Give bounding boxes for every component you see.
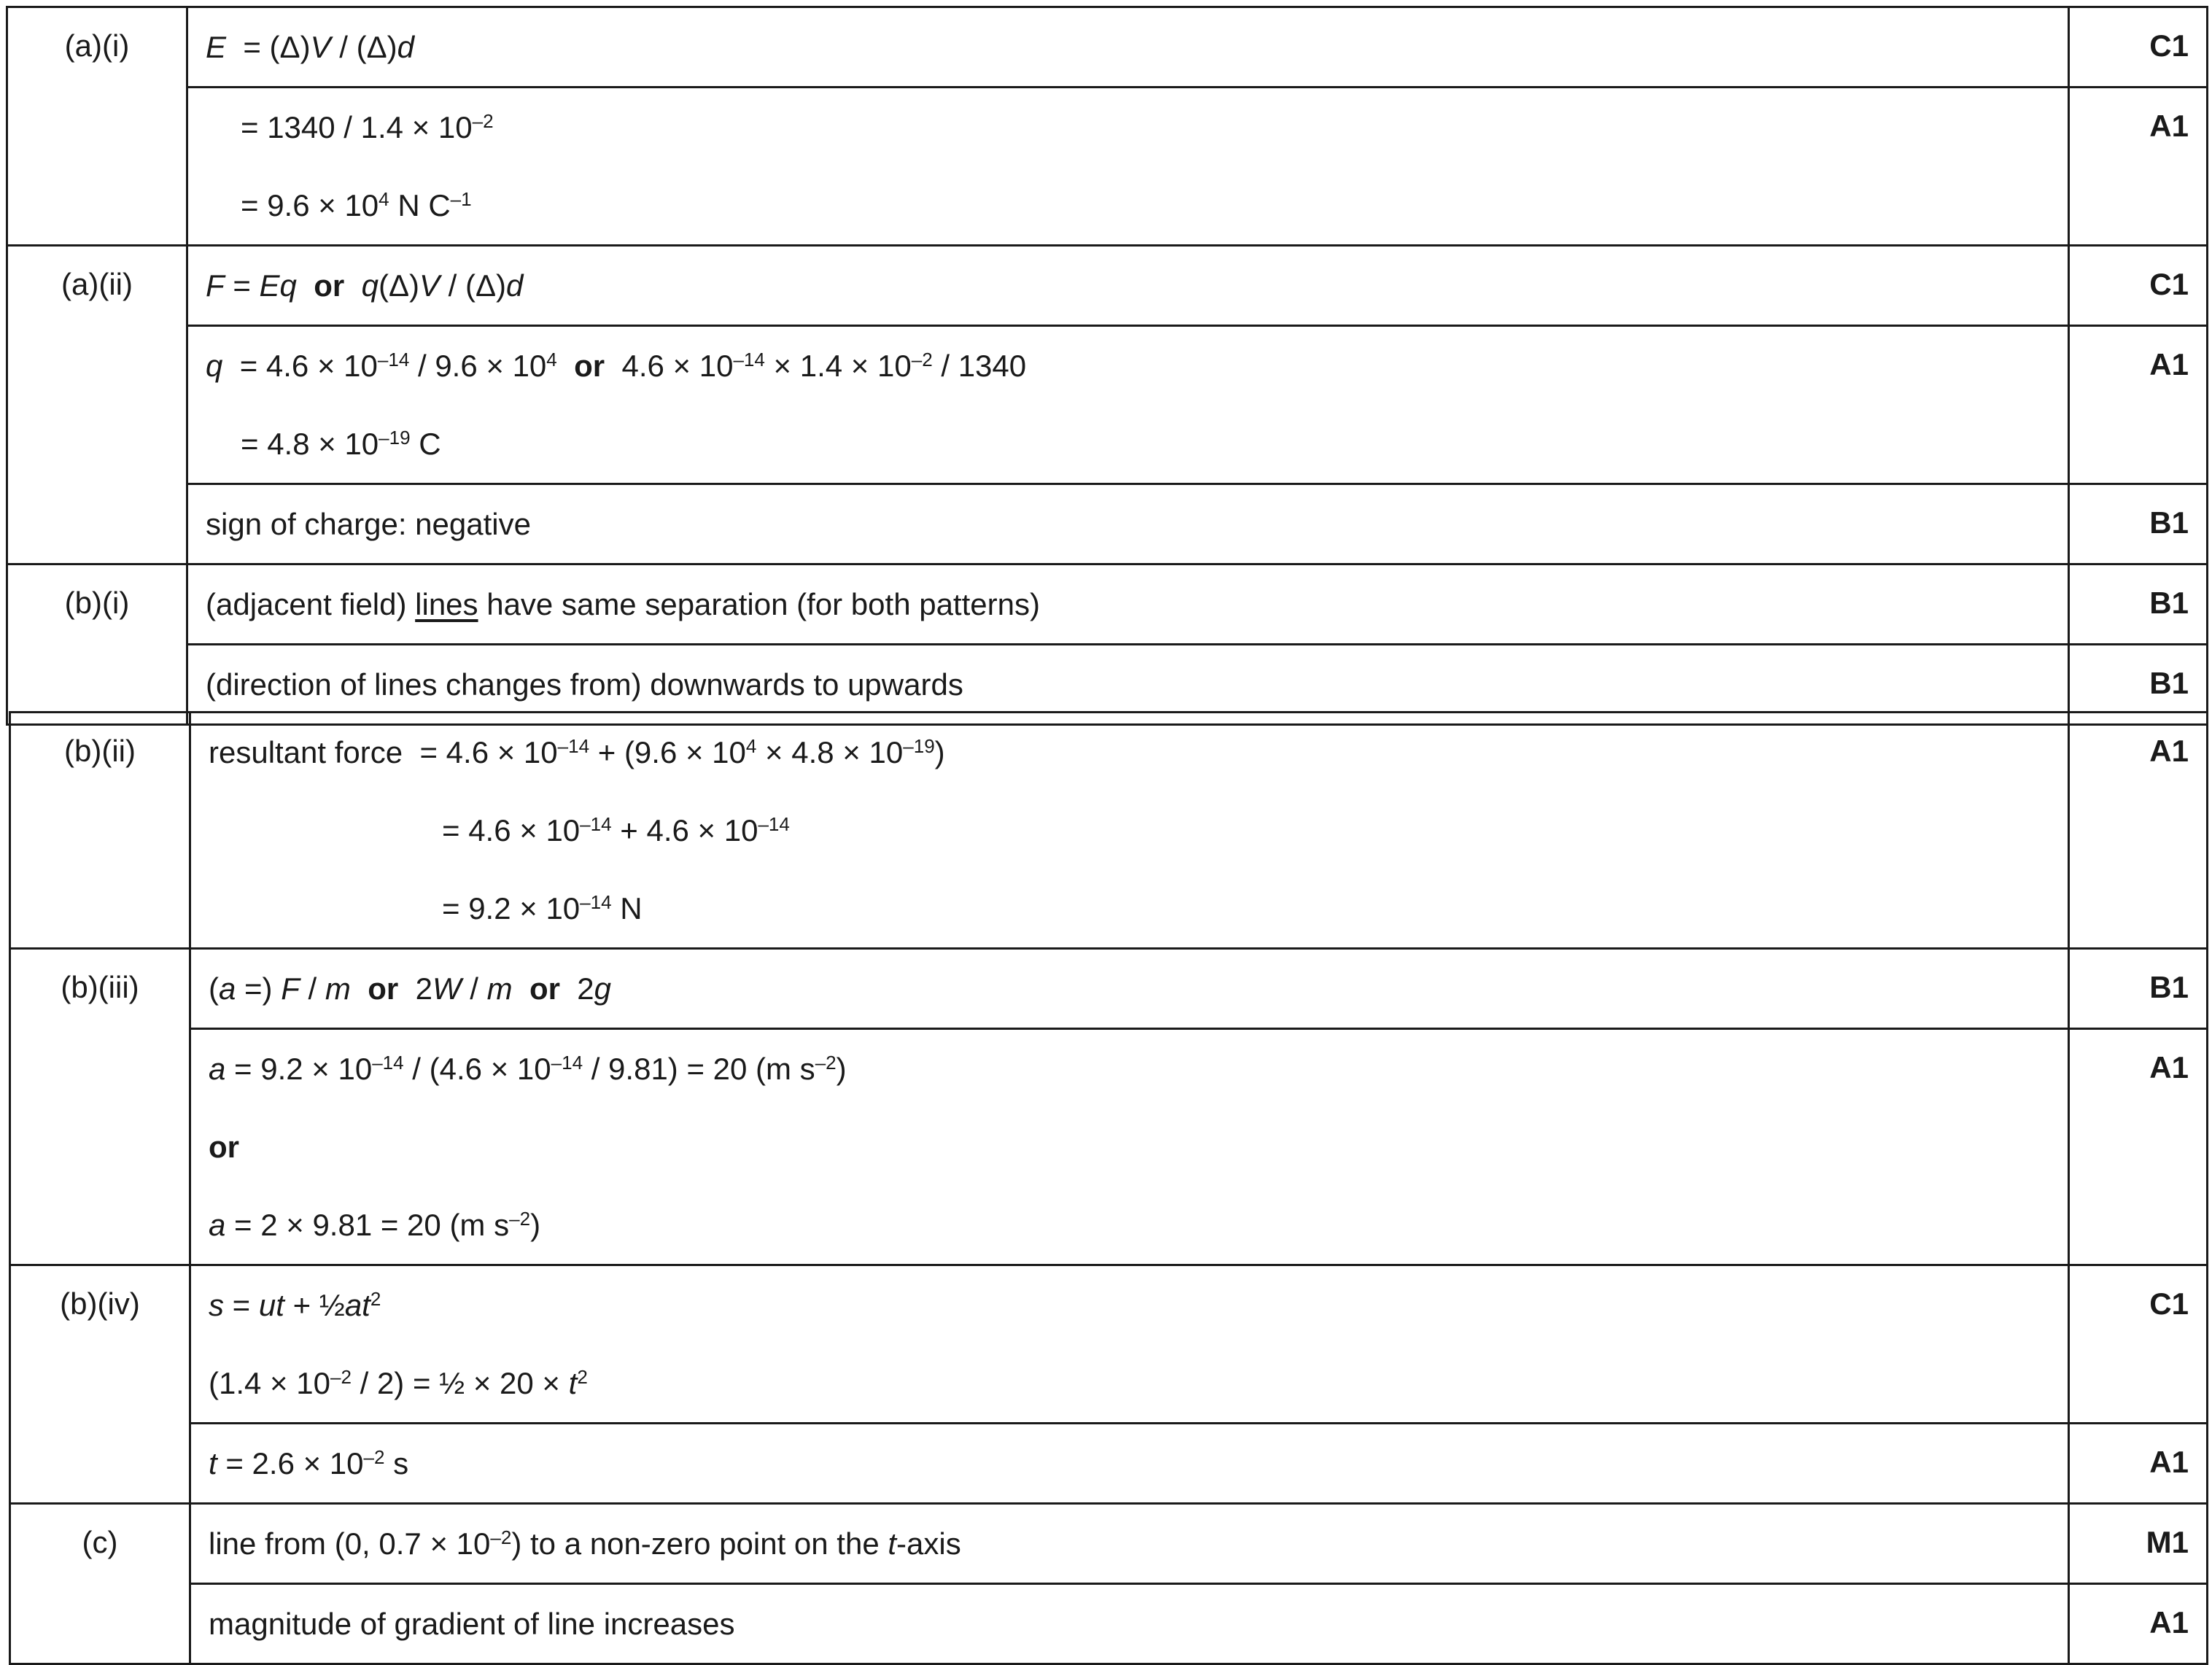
answer-line: = $9.2 \times 10^{-14}$ N xyxy=(442,890,643,925)
answer-line: $t = 2.6 \times 10^{-2}$ s xyxy=(209,1445,409,1480)
table-row xyxy=(10,1584,2208,1664)
mark-cell: B1 xyxy=(2069,949,2208,1029)
table-row xyxy=(7,326,2208,484)
answer-cell xyxy=(187,326,2069,484)
answer-line: $(1.4 \times 10^{-2} / 2)$ = ½ × $20 \times t^2$ xyxy=(209,1365,588,1400)
question-label: (b)(i) xyxy=(7,564,187,725)
mark-scheme-table-part-2 xyxy=(9,711,2208,1665)
table-row xyxy=(7,88,2208,246)
table-row xyxy=(10,1424,2208,1504)
answer-line: s = ut + $\frac{1}{2}at^2$ xyxy=(209,1287,381,1322)
mark-cell: A1 xyxy=(2069,1584,2208,1664)
mark-cell: A1 xyxy=(2069,88,2208,246)
mark-cell: C1 xyxy=(2069,246,2208,326)
question-label: (b)(ii) xyxy=(10,713,190,949)
answer-line: sign of charge: negative xyxy=(206,507,531,541)
table-row xyxy=(10,713,2208,949)
answer-cell xyxy=(190,1424,2069,1504)
answer-line: $a = 9.2 \times 10^{-14} / (4.6 \times 10^{-14} / 9.81) = 20$ (m $s^{-2}$) xyxy=(209,1051,847,1086)
answer-line: E = (Δ)V / (Δ)d xyxy=(206,30,414,64)
answer-line: $q = 4.6 \times 10^{-14} / 9.6 \times 10^4$ or $4.6 \times 10^{-14} \times 1.4 \times 10^{-2} / 1340$ xyxy=(206,348,1027,383)
answer-line: F = Eq or q(Δ)V / (Δ)d xyxy=(206,268,524,303)
answer-line: resultant force = $4.6 \times 10^{-14} + (9.6 \times 10^4 \times 4.8 \times 10^{-19})$ xyxy=(209,734,945,769)
answer-cell xyxy=(187,484,2069,564)
table-row xyxy=(10,1504,2208,1584)
mark-cell: A1 xyxy=(2069,1029,2208,1265)
answer-cell xyxy=(190,1584,2069,1664)
table-row xyxy=(10,1265,2208,1424)
answer-line: = $4.6 \times 10^{-14} + 4.6 \times 10^{-14}$ xyxy=(442,812,790,847)
answer-cell xyxy=(187,564,2069,645)
question-label: (a)(i) xyxy=(7,7,187,246)
question-label: (c) xyxy=(10,1504,190,1664)
answer-line: or xyxy=(209,1130,239,1164)
mark-cell: B1 xyxy=(2069,564,2208,645)
answer-line: a = 2 × 9.81 = 20 (m $s^{-2}$) xyxy=(209,1207,541,1242)
answer-cell xyxy=(190,1029,2069,1265)
table-row xyxy=(7,564,2208,645)
answer-cell xyxy=(187,7,2069,88)
answer-line: = $4.8 \times 10^{-19}$ C xyxy=(241,426,441,461)
answer-line: = $1340 / 1.4 \times 10^{-2}$ xyxy=(241,109,494,144)
mark-scheme-table-part-1 xyxy=(6,6,2208,726)
mark-cell: A1 xyxy=(2069,713,2208,949)
mark-cell: B1 xyxy=(2069,645,2208,725)
mark-cell: A1 xyxy=(2069,326,2208,484)
question-label: (b)(iii) xyxy=(10,949,190,1265)
mark-cell: B1 xyxy=(2069,484,2208,564)
mark-cell: A1 xyxy=(2069,1424,2208,1504)
answer-line: = $9.6 \times 10^4$ N $C^{-1}$ xyxy=(241,187,472,222)
answer-line: magnitude of gradient of line increases xyxy=(209,1607,735,1641)
answer-cell xyxy=(190,1265,2069,1424)
table-row xyxy=(7,7,2208,88)
question-label: (b)(iv) xyxy=(10,1265,190,1504)
answer-cell xyxy=(190,1504,2069,1584)
answer-cell xyxy=(190,713,2069,949)
table-row xyxy=(10,949,2208,1029)
answer-cell xyxy=(190,949,2069,1029)
mark-cell: C1 xyxy=(2069,7,2208,88)
answer-cell xyxy=(187,88,2069,246)
mark-cell: M1 xyxy=(2069,1504,2208,1584)
mark-cell: C1 xyxy=(2069,1265,2208,1424)
table-row xyxy=(7,246,2208,326)
answer-line: (a =) F / m or 2W / m or 2g xyxy=(209,971,612,1006)
answer-line: (adjacent field) lines have same separation (for both patterns) xyxy=(206,587,1040,621)
answer-cell xyxy=(187,246,2069,326)
answer-line: (direction of lines changes from) downwards to upwards xyxy=(206,667,963,702)
question-label: (a)(ii) xyxy=(7,246,187,564)
table-row xyxy=(10,1029,2208,1265)
table-row xyxy=(7,484,2208,564)
answer-line: line from (0, $0.7 \times 10^{-2}$) to a non-zero point on the t-axis xyxy=(209,1526,961,1561)
